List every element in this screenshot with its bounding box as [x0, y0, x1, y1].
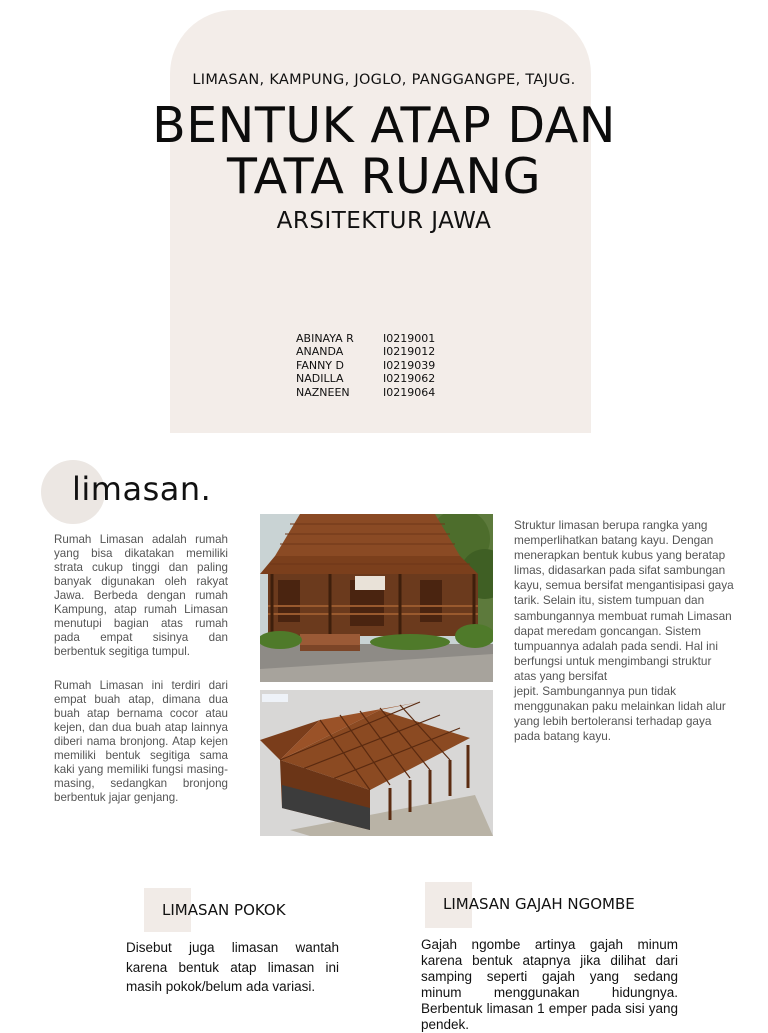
- limasan-house-illustration: [260, 514, 493, 682]
- page-title: [60, 97, 708, 205]
- member-id: I0219062: [383, 372, 436, 386]
- member-name: ABINAYA R: [296, 332, 354, 345]
- section-heading-limasan-pokok: LIMASAN POKOK: [162, 901, 286, 919]
- limasan-paragraph-1: Rumah Limasan adalah rumah yang bisa dikatakan memiliki strata cukup tinggi dan paling banyak digunakan oleh rakyat Jawa. Berbeda dengan rumah Kampung, atap rumah Limasan menutupi bagian atas rumah pada empat sisinya dan berbentuk segitiga tumpul.: [54, 533, 228, 658]
- limasan-house-photo: [260, 514, 493, 682]
- section-text-limasan-gajah-ngombe: Gajah ngombe artinya gajah minum karena bentuk atapnya jika dilihat dari samping seperti gajah yang sedang minum menggunakan hidungnya. Berbentuk limasan 1 emper pada sisi yang pendek.: [421, 937, 678, 1032]
- member-name: FANNY D: [296, 358, 344, 372]
- section-heading-limasan-gajah-ngombe: LIMASAN GAJAH NGOMBE: [443, 895, 635, 913]
- member-id: I0219064: [383, 385, 436, 399]
- member-id: I0219039: [383, 358, 436, 372]
- section-text-limasan-pokok: Disebut juga limasan wantah karena bentuk atap limasan ini masih pokok/belum ada variasi.: [126, 940, 339, 994]
- page-subtitle: ARSITEKTUR JAWA: [276, 208, 492, 234]
- title-line-2: TATA RUANG: [226, 148, 542, 205]
- structure-text-part-2: jepit. Sambungannya pun tidak menggunakan paku melainkan lidah alur yang lebih bertoleransi terhadap gaya pada batang kayu.: [514, 684, 726, 744]
- member-name: ANANDA: [296, 345, 344, 359]
- member-list: [296, 332, 435, 399]
- member-row: [296, 345, 435, 358]
- member-name: NADILLA: [296, 372, 344, 386]
- member-row: [296, 386, 435, 399]
- limasan-structure-paragraph: [514, 518, 736, 744]
- member-row: [296, 359, 435, 372]
- cover-tags: LIMASAN, KAMPUNG, JOGLO, PANGGANGPE, TAJUG.: [192, 72, 576, 88]
- member-id: I0219001: [383, 332, 436, 345]
- title-line-1: BENTUK ATAP DAN: [152, 97, 616, 154]
- limasan-paragraph-2: Rumah Limasan ini terdiri dari empat buah atap, dimana dua buah atap bernama cocor atau kejen, dan dua buah atap lainnya diberi nama bronjong. Atap kejen memiliki bentuk segitiga sama kaki yang memiliki fungsi masing-masing, sedangkan bronjong berbentuk jajar genjang.: [54, 679, 228, 804]
- member-id: I0219012: [383, 345, 436, 359]
- member-row: [296, 372, 435, 385]
- limasan-structure-render: [260, 690, 493, 836]
- member-row: [296, 332, 435, 345]
- section-heading-limasan: limasan.: [72, 470, 212, 508]
- structure-text-part-1: Struktur limasan berupa rangka yang memperlihatkan batang kayu. Dengan menerapkan bentuk kubus yang beratap limas, didasarkan pada sifat sambungan kayu, semua bersifat mengantisipasi gaya tarik. Selain itu, sistem tumpuan dan sambungannya membuat rumah Limasan dapat meredam goncangan. Sistem tumpuannya adalah pada sendi. Hal ini berfungsi untuk mengimbangi struktur atas yang bersifat: [514, 518, 734, 683]
- member-name: NAZNEEN: [296, 385, 350, 399]
- limasan-frame-illustration: [260, 690, 493, 836]
